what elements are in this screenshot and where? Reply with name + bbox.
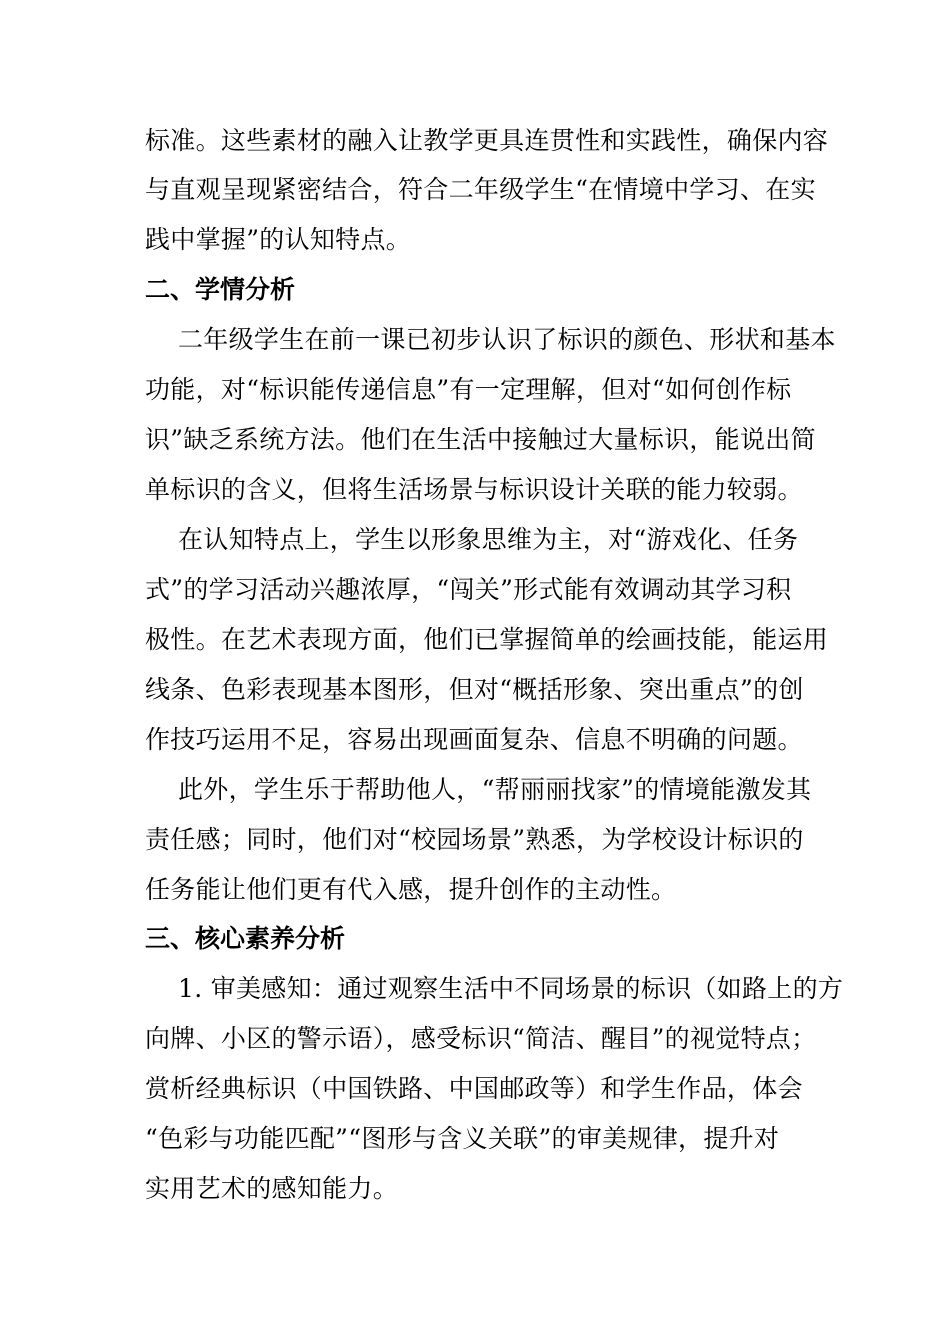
paragraph-line: 极性。在艺术表现方面，他们已掌握简单的绘画技能，能运用: [145, 625, 829, 654]
paragraph-line: 实用艺术的感知能力。: [145, 1174, 399, 1203]
paragraph-line: “色彩与功能匹配”“图形与含义关联”的审美规律，提升对: [145, 1124, 780, 1153]
paragraph-line: 赏析经典标识（中国铁路、中国邮政等）和学生作品，体会: [145, 1074, 803, 1103]
paragraph-line: 在认知特点上，学生以形象思维为主，对“游戏化、任务: [178, 525, 799, 554]
paragraph-line: 识”缺乏系统方法。他们在生活中接触过大量标识，能说出简: [145, 425, 816, 454]
paragraph-line: 作技巧运用不足，容易出现画面复杂、信息不明确的问题。: [145, 725, 803, 754]
paragraph-line: 责任感；同时，他们对“校园场景”熟悉，为学校设计标识的: [145, 825, 804, 854]
paragraph-line: 标准。这些素材的融入让教学更具连贯性和实践性，确保内容: [145, 126, 829, 155]
paragraph-line: 践中掌握”的认知特点。: [145, 225, 412, 254]
paragraph-line: 1. 审美感知：通过观察生活中不同场景的标识（如路上的方: [178, 974, 844, 1003]
section-heading-core-literacy: 三、核心素养分析: [145, 924, 346, 953]
section-heading-learning-analysis: 二、学情分析: [145, 275, 296, 304]
paragraph-line: 此外，学生乐于帮助他人，“帮丽丽找家”的情境能激发其: [178, 775, 812, 804]
paragraph-line: 向牌、小区的警示语），感受标识“简洁、醒目”的视觉特点；: [145, 1024, 817, 1053]
paragraph-line: 单标识的含义，但将生活场景与标识设计关联的能力较弱。: [145, 475, 803, 504]
paragraph-line: 式”的学习活动兴趣浓厚，“闯关”形式能有效调动其学习积: [145, 575, 792, 604]
paragraph-line: 二年级学生在前一课已初步认识了标识的颜色、形状和基本: [178, 325, 836, 354]
paragraph-line: 与直观呈现紧密结合，符合二年级学生“在情境中学习、在实: [145, 175, 816, 204]
paragraph-line: 功能，对“标识能传递信息”有一定理解，但对“如何创作标: [145, 375, 792, 404]
paragraph-line: 线条、色彩表现基本图形，但对“概括形象、突出重点”的创: [145, 675, 804, 704]
paragraph-line: 任务能让他们更有代入感，提升创作的主动性。: [145, 875, 677, 904]
